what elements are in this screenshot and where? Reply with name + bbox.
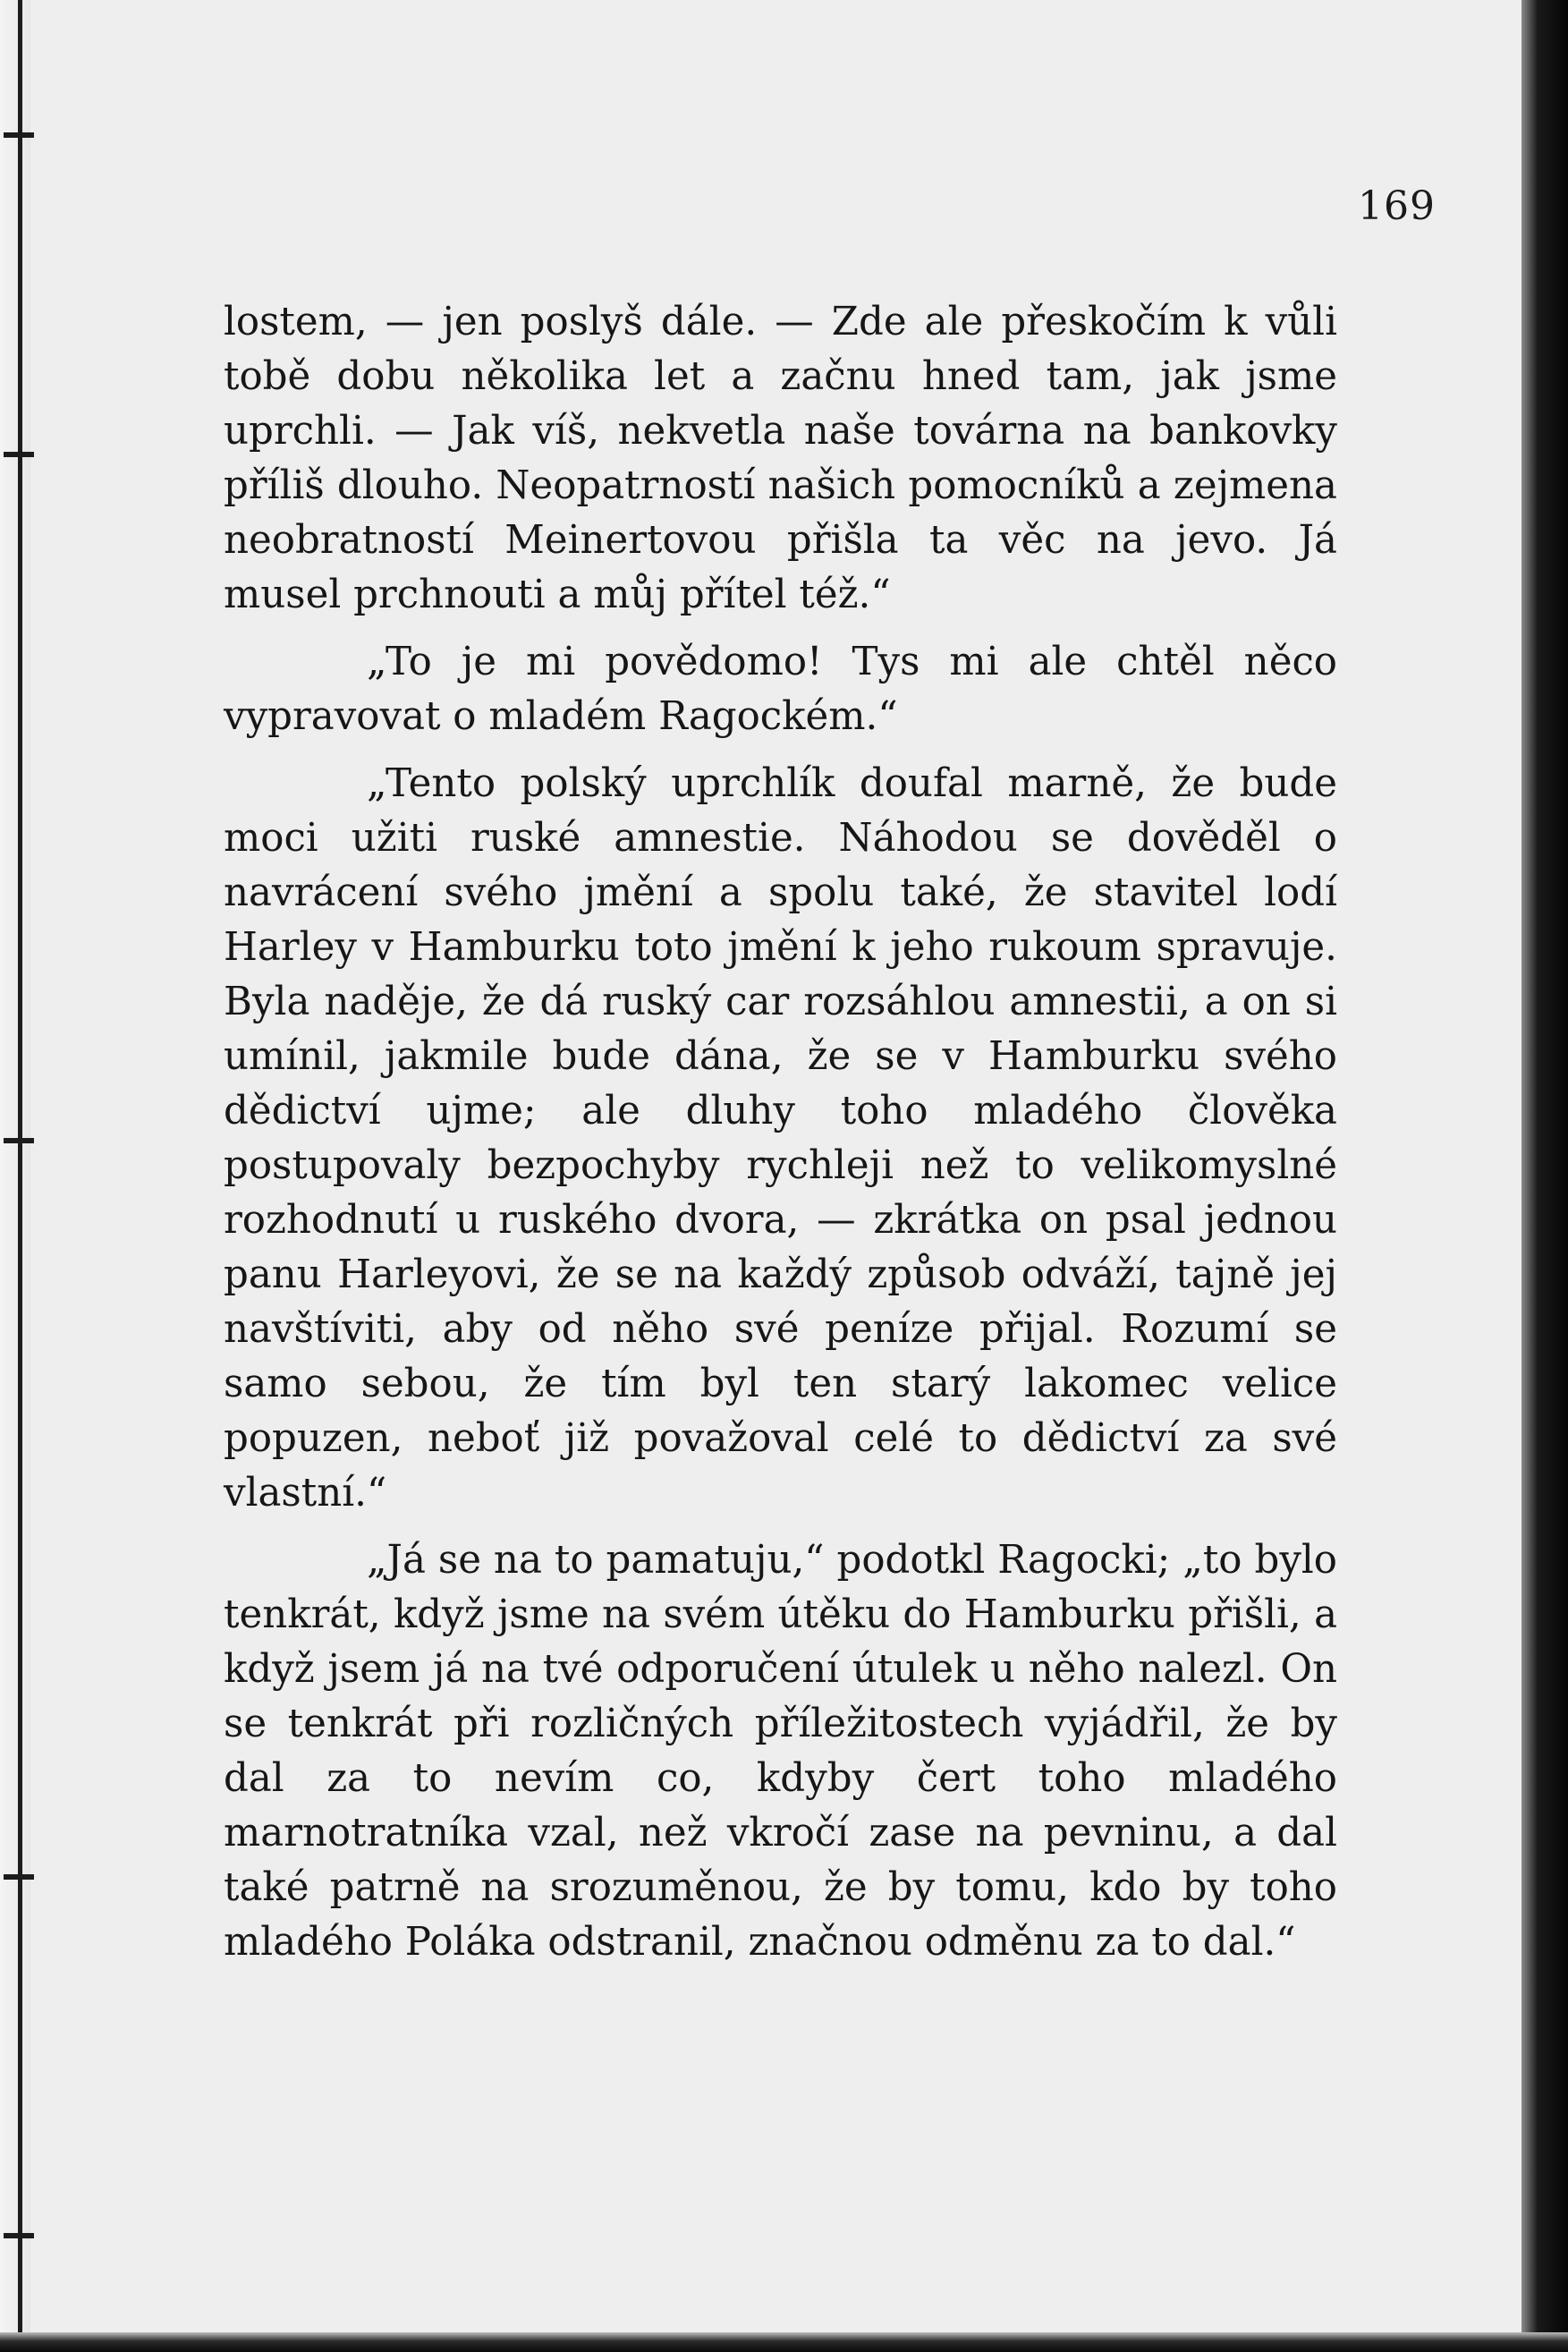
body-text <box>224 295 1337 1983</box>
paragraph-4: „Já se na to pamatuju,“ podotkl Ragocki; „to bylo tenkrát, když jsme na svém útěku do Hamburku přišli, a když jsem já na tvé odporučení útulek u něho nalezl. On se tenkrát při rozličných příležitostech vyjádřil, že by dal za to nevím co, kdyby čert toho mladého marnotratníka vzal, než vkročí zase na pevninu, a dal také patrně na srozuměnou, že by tomu, kdo by toho mladého Poláka odstranil, značnou odměnu za to dal.“ <box>224 1538 1337 1965</box>
scan-edge-bottom <box>0 2332 1568 2352</box>
paragraph-1: lostem, — jen poslyš dále. — Zde ale přeskočím k vůli tobě dobu několika let a začnu hned tam, jak jsme uprchli. — Jak víš, nekvetla naše továrna na bankovky příliš dlouho. Neopatrností našich pomocníků a zejmena neobratností Meinertovou přišla ta věc na jevo. Já musel prchnouti a můj přítel též.“ <box>224 300 1337 617</box>
scan-edge-right <box>1521 0 1568 2352</box>
binding-line <box>18 0 22 2352</box>
binding-mark <box>4 1138 34 1143</box>
binding-mark <box>4 452 34 457</box>
paragraph-2: „To je mi povědomo! Tys mi ale chtěl něco vypravovat o mladém Ragockém.“ <box>224 640 1337 739</box>
page-binding-margin <box>0 0 30 2352</box>
page-number: 169 <box>1358 183 1436 229</box>
binding-mark <box>4 132 34 138</box>
binding-mark <box>4 2233 34 2238</box>
binding-mark <box>4 1874 34 1880</box>
paragraph-3: „Tento polský uprchlík doufal marně, že bude moci užiti ruské amnestie. Náhodou se dověděl o navrácení svého jmění a spolu také, že stavitel lodí Harley v Hamburku toto jmění k jeho rukoum spravuje. Byla naděje, že dá ruský car rozsáhlou amnestii, a on si umínil, jakmile bude dána, že se v Hamburku svého dědictví ujme; ale dluhy toho mladého člověka postupovaly bezpochyby rychleji než to velikomyslné rozhodnutí u ruského dvora, — zkrátka on psal jednou panu Harleyovi, že se na každý způsob odváží, tajně jej navštíviti, aby od něho své peníze přijal. Rozumí se samo sebou, že tím byl ten starý lakomec velice popuzen, neboť již považoval celé to dědictví za své vlastní.“ <box>224 761 1337 1516</box>
